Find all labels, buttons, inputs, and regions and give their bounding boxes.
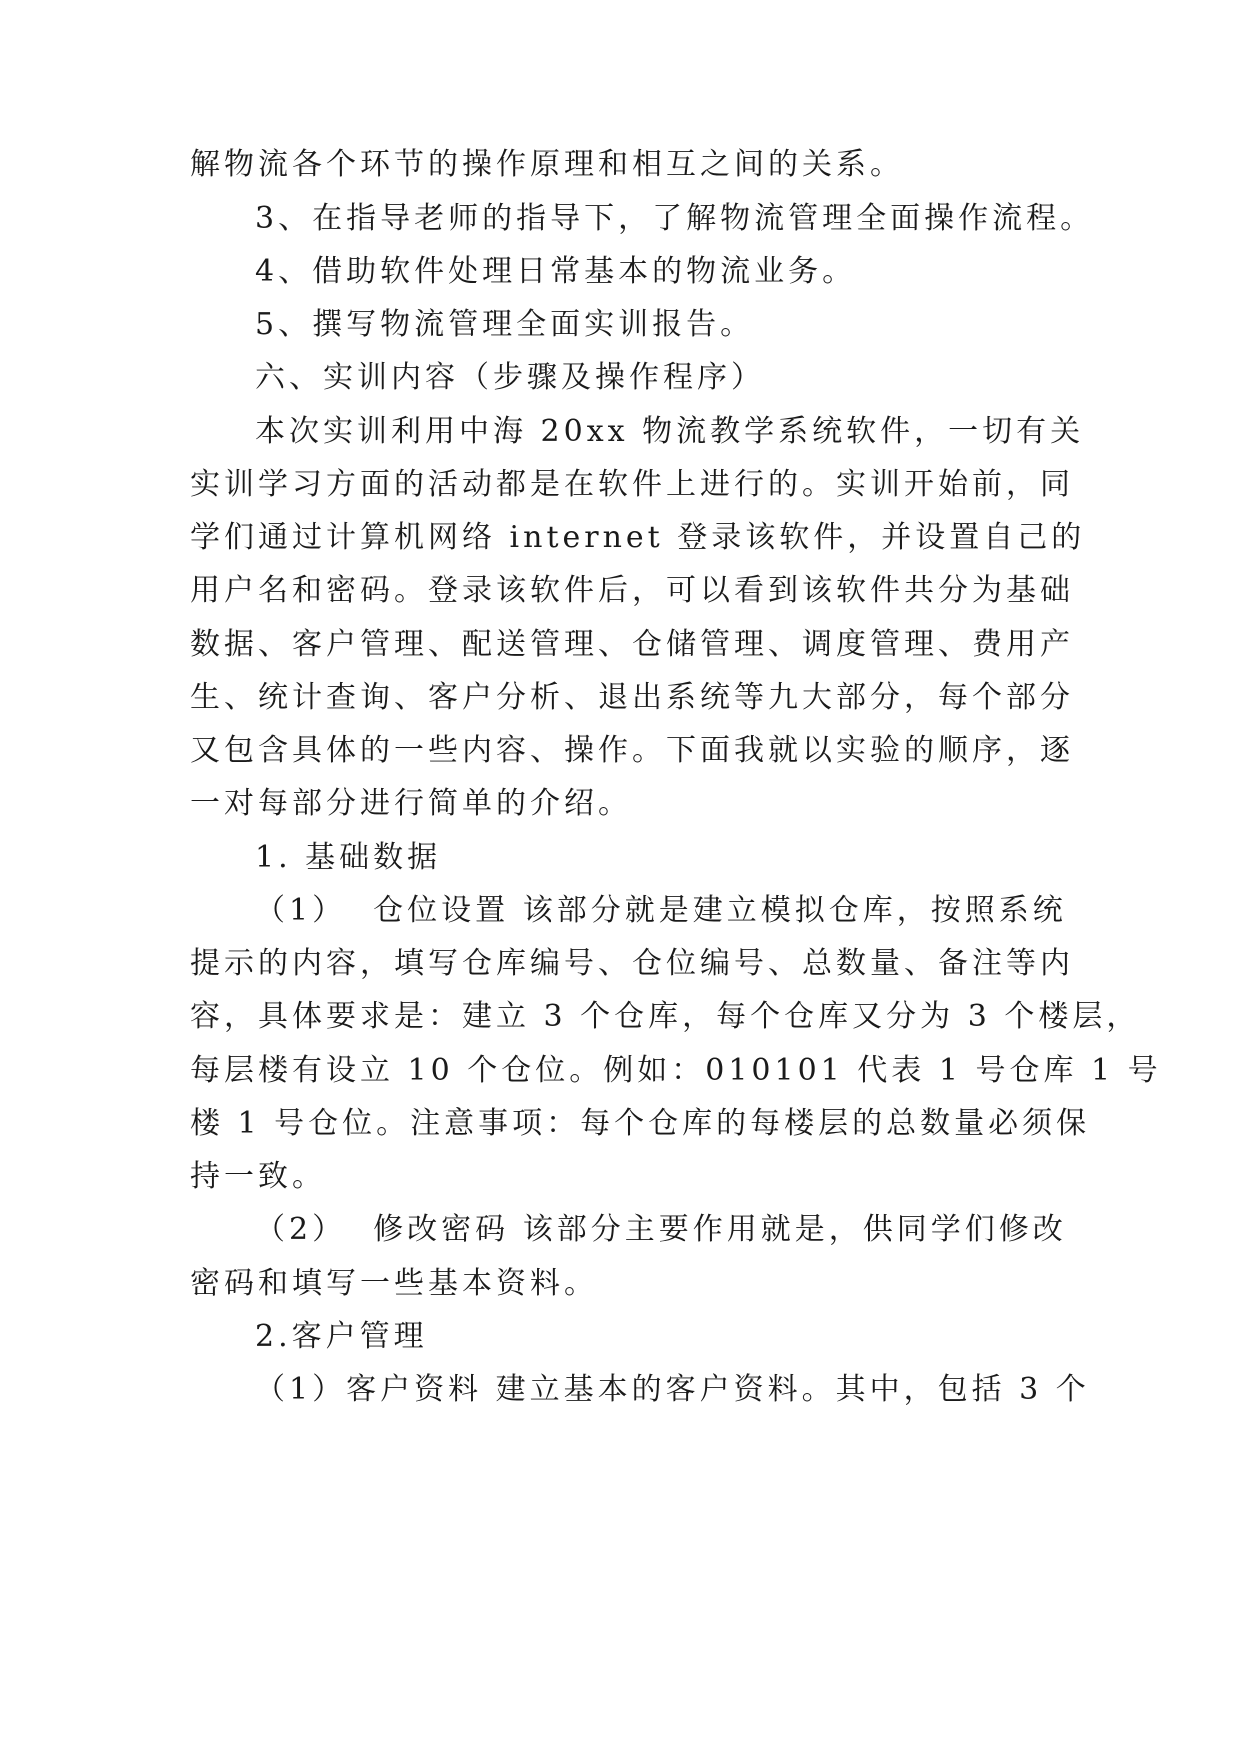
paragraph-line: 数据、客户管理、配送管理、仓储管理、调度管理、费用产 [190, 627, 1074, 662]
paragraph-line: 又包含具体的一些内容、操作。下面我就以实验的顺序，逐 [190, 733, 1074, 768]
list-item: 4、借助软件处理日常基本的物流业务。 [255, 254, 857, 289]
paragraph-line: 一对每部分进行简单的介绍。 [190, 786, 632, 821]
subsection-heading: 1. 基础数据 [255, 840, 442, 875]
paragraph-line: 容，具体要求是：建立 3 个仓库，每个仓库又分为 3 个楼层， [190, 999, 1141, 1034]
paragraph-line: 本次实训利用中海 20xx 物流教学系统软件，一切有关 [255, 414, 1085, 449]
list-item: 3、在指导老师的指导下，了解物流管理全面操作流程。 [255, 201, 1095, 236]
paragraph-line: 持一致。 [190, 1159, 326, 1194]
paragraph-line: 楼 1 号仓位。注意事项：每个仓库的每楼层的总数量必须保 [190, 1106, 1091, 1141]
subsection-heading: 2.客户管理 [255, 1319, 428, 1354]
paragraph-line: 生、统计查询、客户分析、退出系统等九大部分，每个部分 [190, 680, 1074, 715]
paragraph-line: 学们通过计算机网络 internet 登录该软件，并设置自己的 [190, 520, 1086, 555]
list-item: 5、撰写物流管理全面实训报告。 [255, 307, 755, 342]
paragraph-line: 提示的内容，填写仓库编号、仓位编号、总数量、备注等内 [190, 946, 1074, 981]
paragraph-line: 实训学习方面的活动都是在软件上进行的。实训开始前，同 [190, 467, 1074, 502]
paragraph-line: （1） 仓位设置 该部分就是建立模拟仓库，按照系统 [255, 893, 1067, 928]
paragraph-line: 密码和填写一些基本资料。 [190, 1266, 598, 1301]
paragraph-line: 用户名和密码。登录该软件后，可以看到该软件共分为基础 [190, 573, 1074, 608]
paragraph-line: （2） 修改密码 该部分主要作用就是，供同学们修改 [255, 1212, 1067, 1247]
paragraph-line: （1）客户资料 建立基本的客户资料。其中，包括 3 个 [255, 1372, 1090, 1407]
paragraph-line: 每层楼有设立 10 个仓位。例如：010101 代表 1 号仓库 1 号 [190, 1053, 1162, 1088]
paragraph-line: 解物流各个环节的操作原理和相互之间的关系。 [190, 147, 904, 182]
section-heading: 六、实训内容（步骤及操作程序） [255, 360, 765, 395]
